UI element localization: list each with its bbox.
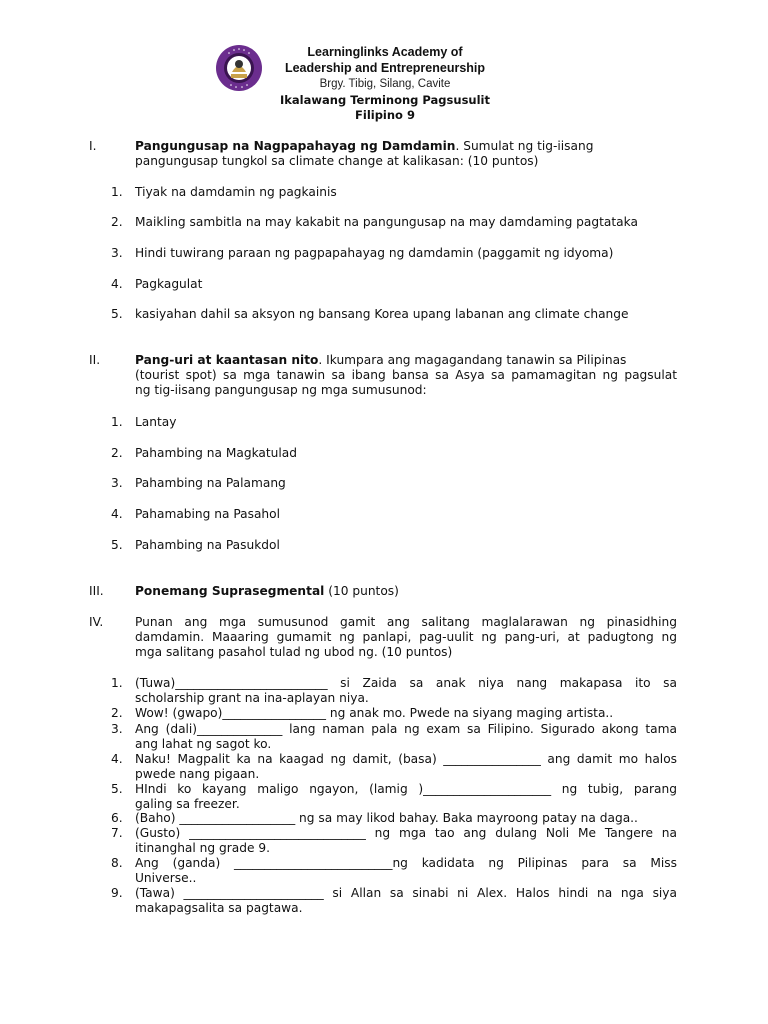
item-number: 5. xyxy=(111,538,123,552)
school-address: Brgy. Tibig, Silang, Cavite xyxy=(319,78,451,90)
section-number: II. xyxy=(89,353,101,367)
item-number: 8. xyxy=(111,856,123,870)
section-text: pangungusap tungkol sa climate change at kalikasan: (10 puntos) xyxy=(135,154,539,168)
item-number: 5. xyxy=(111,782,123,796)
fill-item-continuation: scholarship grant na ina-aplayan niya. xyxy=(135,691,369,705)
section-text: mga salitang pasahol tulad ng ubod ng. (10 puntos) xyxy=(135,645,453,659)
fill-item: (Gusto) _____________________________ ng mga tao ang dulang Noli Me Tangere na xyxy=(135,826,677,840)
section-title: Pang-uri at kaantasan nito xyxy=(135,353,319,367)
item-number: 2. xyxy=(111,215,123,229)
section-title: Pangungusap na Nagpapahayag ng Damdamin xyxy=(135,139,456,153)
item-number: 2. xyxy=(111,706,123,720)
fill-item: HIndi ko kayang maligo ngayon, (lamig )_____________________ ng tubig, parang xyxy=(135,782,677,796)
fill-item: Wow! (gwapo)_________________ ng anak mo. Pwede na siyang maging artista.. xyxy=(135,706,614,720)
list-item: Pahamabing na Pasahol xyxy=(135,507,280,521)
fill-item-continuation: galing sa freezer. xyxy=(135,797,240,811)
list-item: kasiyahan dahil sa aksyon ng bansang Korea upang labanan ang climate change xyxy=(135,307,629,321)
section-number: IV. xyxy=(89,615,104,629)
fill-item: Ang (ganda) __________________________ng kadidata ng Pilipinas para sa Miss xyxy=(135,856,677,870)
fill-item: Naku! Magpalit ka na kaagad ng damit, (basa) ________________ ang damit mo halos xyxy=(135,752,677,766)
list-item: Lantay xyxy=(135,415,177,429)
school-logo-icon xyxy=(215,44,263,92)
list-item: Pagkagulat xyxy=(135,277,203,291)
section-text: . Ikumpara ang magagandang tanawin sa Pilipinas xyxy=(318,353,627,367)
fill-item: Ang (dali)______________ lang naman pala ng exam sa Filipino. Sigurado akong tama xyxy=(135,722,677,736)
section-number: III. xyxy=(89,584,104,598)
item-number: 1. xyxy=(111,185,123,199)
exam-title: Ikalawang Terminong Pagsusulit xyxy=(280,93,490,107)
section-text: (tourist spot) sa mga tanawin sa ibang bansa sa Asya sa pamamagitan ng pagsulat xyxy=(135,368,677,382)
item-number: 7. xyxy=(111,826,123,840)
school-name-line2: Leadership and Entrepreneurship xyxy=(284,61,486,75)
item-number: 5. xyxy=(111,307,123,321)
fill-item-continuation: ang lahat ng sagot ko. xyxy=(135,737,272,751)
fill-item: (Tuwa)_________________________ si Zaida sa anak niya nang makapasa ito sa xyxy=(135,676,677,690)
school-name-line1: Learninglinks Academy of xyxy=(307,45,463,59)
item-number: 3. xyxy=(111,722,123,736)
list-item: Maikling sambitla na may kakabit na pangungusap na may damdaming pagtataka xyxy=(135,215,638,229)
exam-subject: Filipino 9 xyxy=(355,108,415,122)
list-item: Hindi tuwirang paraan ng pagpapahayag ng damdamin (paggamit ng idyoma) xyxy=(135,246,614,260)
fill-item: (Tawa) _______________________ si Allan sa sinabi ni Alex. Halos hindi na nga siya xyxy=(135,886,677,900)
section-title: Ponemang Suprasegmental xyxy=(135,584,325,598)
section-text: ng tig-iisang pangungusap ng mga sumusunod: xyxy=(135,383,427,397)
item-number: 1. xyxy=(111,676,123,690)
item-number: 3. xyxy=(111,476,123,490)
item-number: 3. xyxy=(111,246,123,260)
list-item: Pahambing na Palamang xyxy=(135,476,286,490)
fill-item: (Baho) ___________________ ng sa may likod bahay. Baka mayroong patay na daga.. xyxy=(135,811,638,825)
section-instruction xyxy=(135,584,399,599)
fill-item-continuation: itinanghal ng grade 9. xyxy=(135,841,270,855)
item-number: 4. xyxy=(111,752,123,766)
list-item: Pahambing na Pasukdol xyxy=(135,538,280,552)
section-text: Punan ang mga sumusunod gamit ang salitang maglalarawan ng pinasidhing xyxy=(135,615,677,629)
fill-item-continuation: Universe.. xyxy=(135,871,197,885)
item-number: 9. xyxy=(111,886,123,900)
fill-item-continuation: makapagsalita sa pagtawa. xyxy=(135,901,303,915)
section-text: (10 puntos) xyxy=(324,584,399,598)
section-number: I. xyxy=(89,139,97,153)
fill-item-continuation: pwede nang pigaan. xyxy=(135,767,260,781)
section-text: . Sumulat ng tig-iisang xyxy=(455,139,594,153)
item-number: 2. xyxy=(111,446,123,460)
list-item: Tiyak na damdamin ng pagkainis xyxy=(135,185,337,199)
section-text: damdamin. Maaaring gumamit ng panlapi, pag-uulit ng pang-uri, at padugtong ng xyxy=(135,630,677,644)
item-number: 4. xyxy=(111,507,123,521)
item-number: 6. xyxy=(111,811,123,825)
item-number: 1. xyxy=(111,415,123,429)
item-number: 4. xyxy=(111,277,123,291)
list-item: Pahambing na Magkatulad xyxy=(135,446,297,460)
section-instruction xyxy=(135,353,677,368)
section-instruction xyxy=(135,139,677,154)
